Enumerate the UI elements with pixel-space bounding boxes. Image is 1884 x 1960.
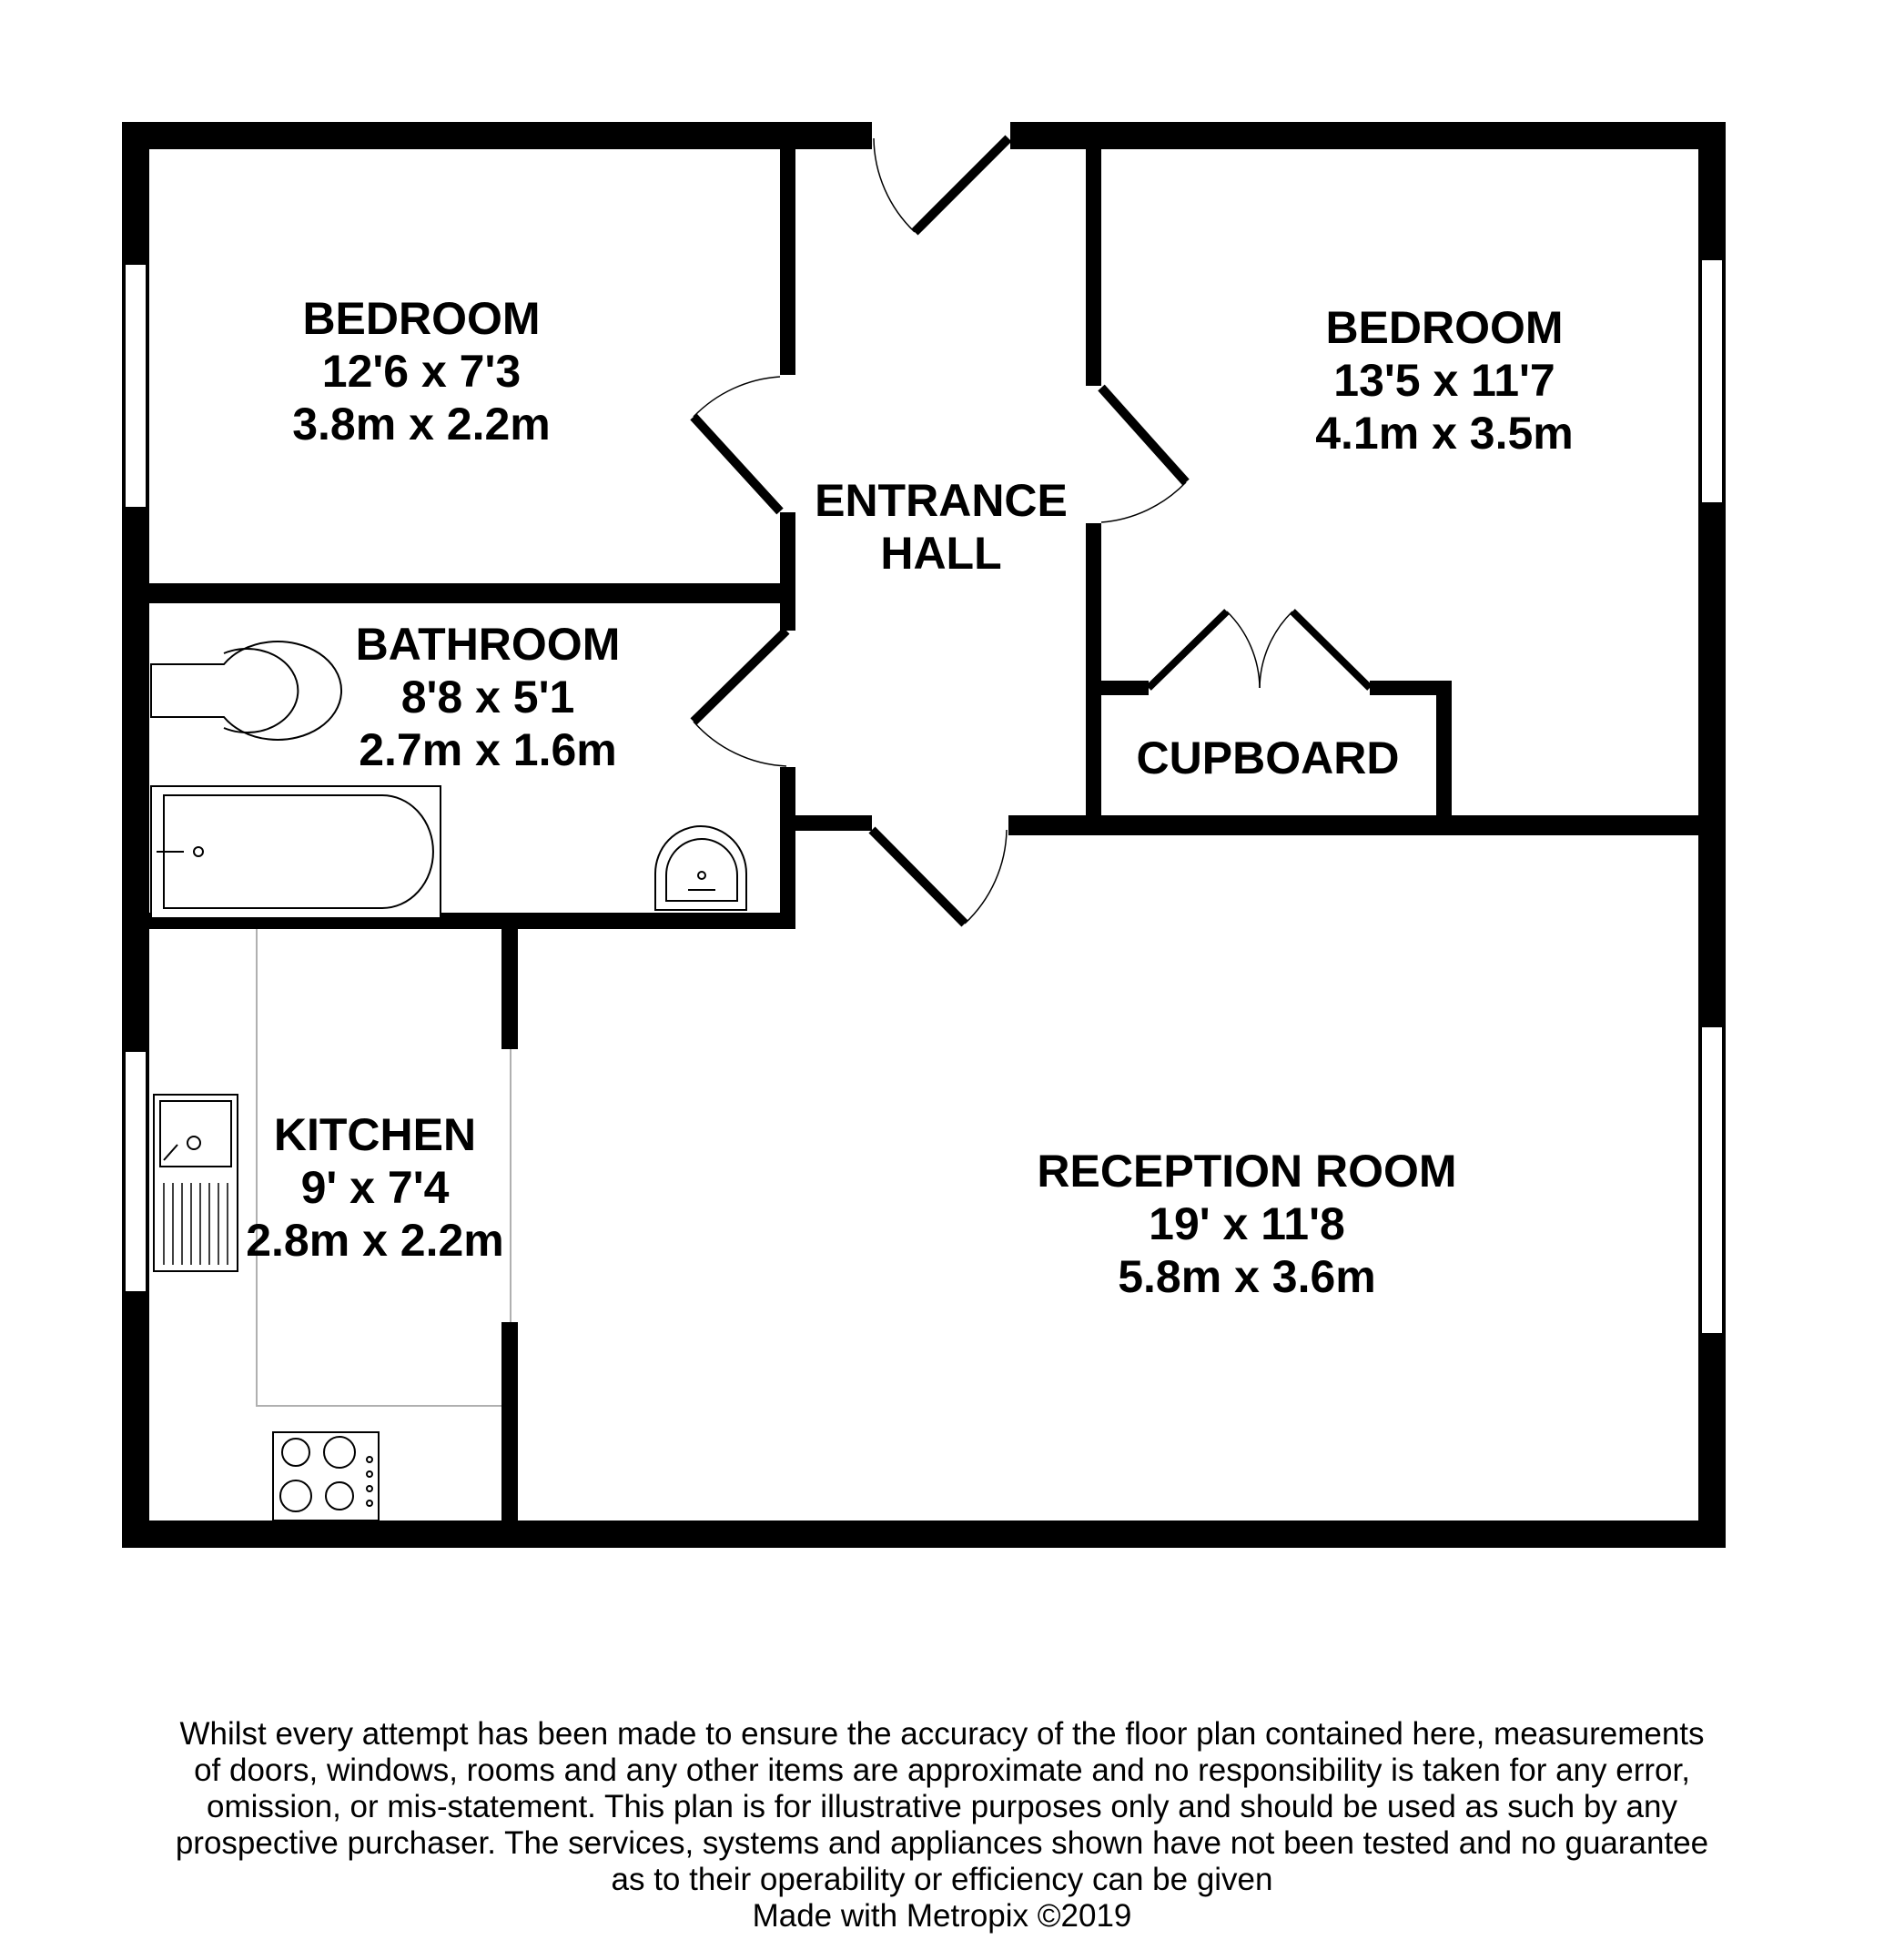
bedroom-left-label bbox=[292, 292, 551, 450]
door-reception-leaf bbox=[872, 830, 965, 924]
reception-room-name: RECEPTION ROOM bbox=[1037, 1146, 1457, 1197]
wall-cupboard-right bbox=[1436, 681, 1452, 826]
disclaimer bbox=[32, 1716, 1852, 1935]
reception-room-imperial: 19' x 11'8 bbox=[1149, 1198, 1345, 1249]
bedroom-left-name: BEDROOM bbox=[302, 293, 541, 344]
door-bedroom-left-leaf bbox=[694, 417, 780, 511]
outer-wall-top-right bbox=[1010, 122, 1726, 149]
metropix-credit: Made with Metropix ©2019 bbox=[752, 1898, 1132, 1934]
disclaimer-line: of doors, windows, rooms and any other items are approximate and no responsibility is taken for any error, bbox=[194, 1753, 1690, 1788]
entrance-hall-line2: HALL bbox=[880, 528, 1002, 579]
bedroom-right-metric: 4.1m x 3.5m bbox=[1315, 408, 1574, 459]
cupboard-name: CUPBOARD bbox=[1136, 732, 1400, 783]
door-front-swing bbox=[874, 138, 915, 232]
door-bedroom-left-swing bbox=[694, 377, 780, 417]
door-bathroom-leaf bbox=[694, 631, 786, 722]
window-bedroom-right bbox=[1701, 259, 1723, 503]
door-reception-swing bbox=[965, 830, 1007, 924]
bathroom-name: BATHROOM bbox=[355, 619, 621, 670]
toilet-icon bbox=[151, 642, 341, 740]
wall-bedroom-bathroom bbox=[149, 583, 795, 603]
kitchen-metric: 2.8m x 2.2m bbox=[246, 1215, 504, 1266]
window-bedroom-left bbox=[125, 264, 147, 508]
door-cupboard-left-leaf bbox=[1149, 611, 1227, 688]
bedroom-right-imperial: 13'5 x 11'7 bbox=[1333, 355, 1555, 406]
bedroom-left-metric: 3.8m x 2.2m bbox=[292, 399, 551, 450]
wall-cupboard-left-stub bbox=[1101, 681, 1149, 695]
kitchen-label bbox=[246, 1108, 504, 1267]
wall-hall-left-lower bbox=[780, 767, 795, 929]
bedroom-right-label bbox=[1315, 301, 1574, 460]
hob-icon bbox=[273, 1432, 379, 1521]
door-cupboard-right-swing bbox=[1260, 611, 1292, 688]
bathroom-label bbox=[356, 618, 621, 776]
entrance-hall-label bbox=[815, 474, 1068, 580]
disclaimer-line: as to their operability or efficiency can be given bbox=[611, 1862, 1273, 1897]
reception-room-label bbox=[1037, 1145, 1456, 1303]
reception-room-metric: 5.8m x 3.6m bbox=[1118, 1251, 1376, 1302]
wall-hall-bottom-left bbox=[795, 815, 872, 831]
kitchen-imperial: 9' x 7'4 bbox=[300, 1162, 450, 1213]
wall-kitchen-upper bbox=[501, 929, 518, 1049]
bedroom-left-imperial: 12'6 x 7'3 bbox=[321, 346, 522, 397]
wall-hall-right-lower bbox=[1086, 523, 1101, 823]
outer-wall-bottom bbox=[122, 1521, 1726, 1548]
disclaimer-line: Whilst every attempt has been made to ensure the accuracy of the floor plan contained here, measurements bbox=[179, 1716, 1705, 1752]
kitchen-sink-icon bbox=[154, 1095, 238, 1271]
door-bathroom-swing bbox=[694, 722, 786, 766]
wall-kitchen-lower bbox=[501, 1322, 518, 1521]
disclaimer-line: omission, or mis-statement. This plan is for illustrative purposes only and should be used as such by any bbox=[207, 1789, 1677, 1824]
door-bedroom-right-leaf bbox=[1101, 388, 1186, 482]
door-front-leaf bbox=[915, 138, 1008, 232]
bathroom-imperial: 8'8 x 5'1 bbox=[400, 672, 575, 722]
wall-hall-left-upper bbox=[780, 149, 795, 375]
door-cupboard-right-leaf bbox=[1292, 611, 1370, 688]
door-bedroom-right-swing bbox=[1101, 482, 1186, 522]
door-cupboard-left-swing bbox=[1227, 611, 1260, 688]
entrance-hall-line1: ENTRANCE bbox=[815, 475, 1068, 526]
bathroom-metric: 2.7m x 1.6m bbox=[359, 724, 617, 775]
cupboard-label bbox=[1137, 732, 1400, 784]
window-kitchen bbox=[125, 1051, 147, 1292]
wall-hall-right-upper bbox=[1086, 149, 1101, 386]
kitchen-name: KITCHEN bbox=[273, 1109, 477, 1160]
wall-reception-top bbox=[1008, 815, 1698, 835]
wall-hall-left-mid bbox=[780, 512, 795, 631]
bedroom-right-name: BEDROOM bbox=[1325, 302, 1564, 353]
window-reception bbox=[1701, 1026, 1723, 1334]
disclaimer-line: prospective purchaser. The services, systems and appliances shown have not been tested and no guarantee bbox=[175, 1825, 1709, 1861]
outer-wall-top-left bbox=[122, 122, 872, 149]
